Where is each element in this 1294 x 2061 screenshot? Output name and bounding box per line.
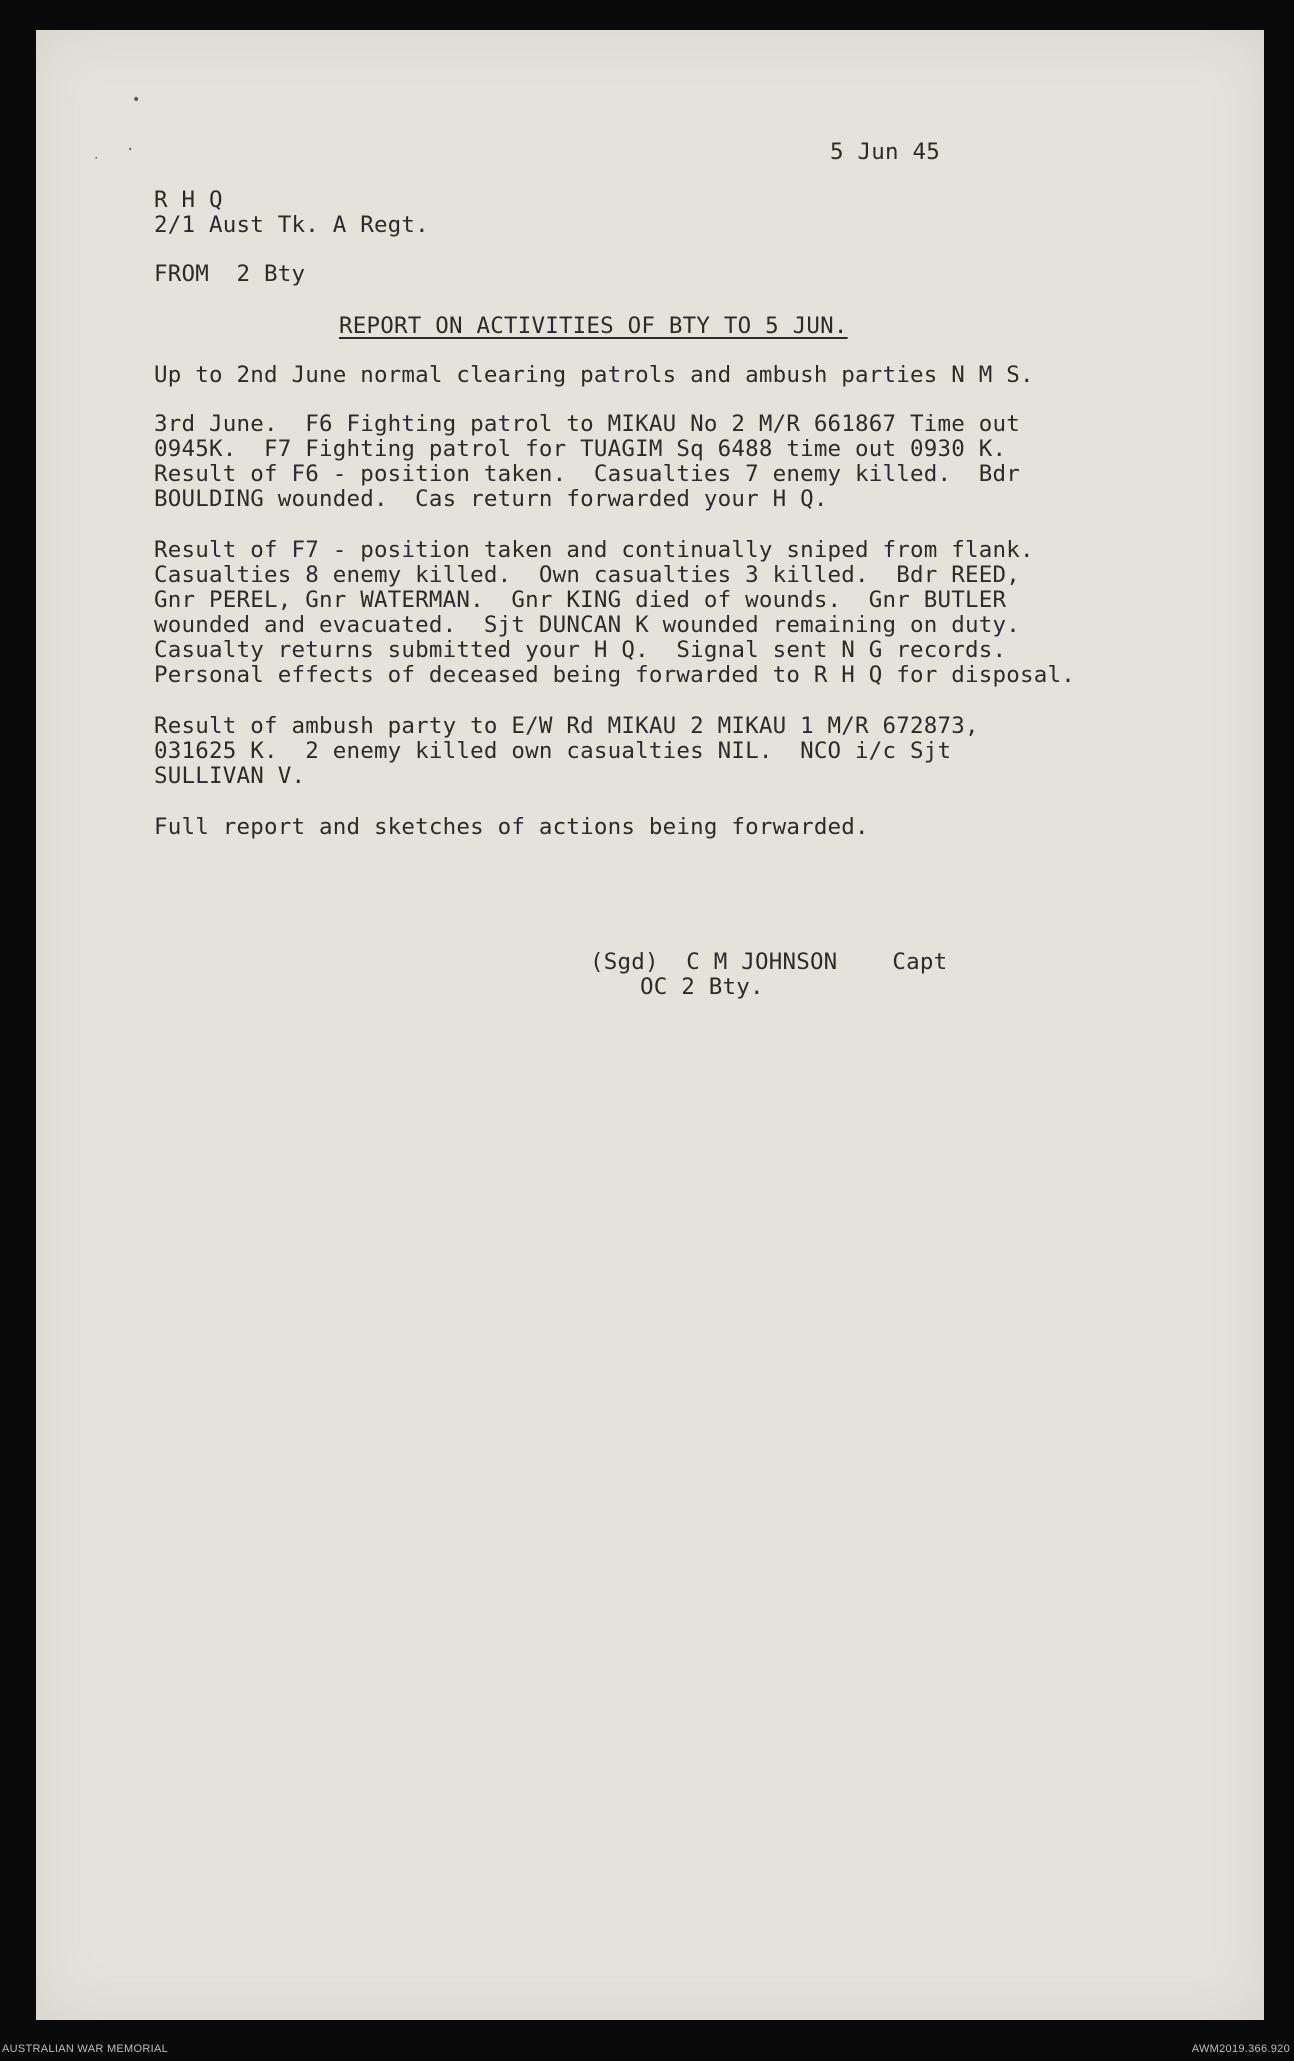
report-title: REPORT ON ACTIVITIES OF BTY TO 5 JUN.	[339, 313, 848, 339]
paragraph-3-line: Result of F7 - position taken and continually sniped from flank.	[154, 537, 1034, 563]
paragraph-2-line: 0945K. F7 Fighting patrol for TUAGIM Sq 6488 time out 0930 K.	[154, 436, 1007, 462]
paragraph-4-line: Result of ambush party to E/W Rd MIKAU 2 MIKAU 1 M/R 672873,	[154, 713, 979, 739]
signature-line-2: OC 2 Bty.	[640, 974, 764, 1000]
paragraph-2-line: BOULDING wounded. Cas return forwarded your H Q.	[154, 486, 828, 512]
paragraph-3-line: Gnr PEREL, Gnr WATERMAN. Gnr KING died of wounds. Gnr BUTLER	[154, 587, 1007, 613]
paragraph-2-line: 3rd June. F6 Fighting patrol to MIKAU No 2 M/R 661867 Time out	[154, 411, 1021, 437]
footer-accession-number: AWM2019.366.920	[1191, 2043, 1290, 2055]
document-date: 5 Jun 45	[830, 139, 940, 165]
footer-credit: AUSTRALIAN WAR MEMORIAL	[2, 2043, 169, 2055]
paragraph-3-line: Personal effects of deceased being forwarded to R H Q for disposal.	[154, 662, 1075, 688]
paragraph-2-line: Result of F6 - position taken. Casualties 7 enemy killed. Bdr	[154, 461, 1021, 487]
paragraph-3-line: Casualties 8 enemy killed. Own casualties 3 killed. Bdr REED,	[154, 562, 1021, 588]
paragraph-4-line: SULLIVAN V.	[154, 763, 306, 789]
ink-speck: ·	[126, 142, 135, 158]
paragraph-5: Full report and sketches of actions being forwarded.	[154, 814, 869, 840]
paragraph-3-line: wounded and evacuated. Sjt DUNCAN K wounded remaining on duty.	[154, 612, 1021, 638]
ink-speck: ˙	[92, 156, 101, 172]
paragraph-1: Up to 2nd June normal clearing patrols and ambush parties N M S.	[154, 362, 1034, 388]
paragraph-4-line: 031625 K. 2 enemy killed own casualties NIL. NCO i/c Sjt	[154, 738, 952, 764]
recipient-line-1: R H Q	[154, 187, 223, 213]
recipient-line-2: 2/1 Aust Tk. A Regt.	[154, 212, 429, 238]
paragraph-3-line: Casualty returns submitted your H Q. Signal sent N G records.	[154, 637, 1007, 663]
sender-line: FROM 2 Bty	[154, 261, 306, 287]
document-page	[36, 30, 1264, 2020]
signature-line-1: (Sgd) C M JOHNSON Capt	[590, 949, 948, 975]
ink-speck: •	[132, 92, 141, 108]
